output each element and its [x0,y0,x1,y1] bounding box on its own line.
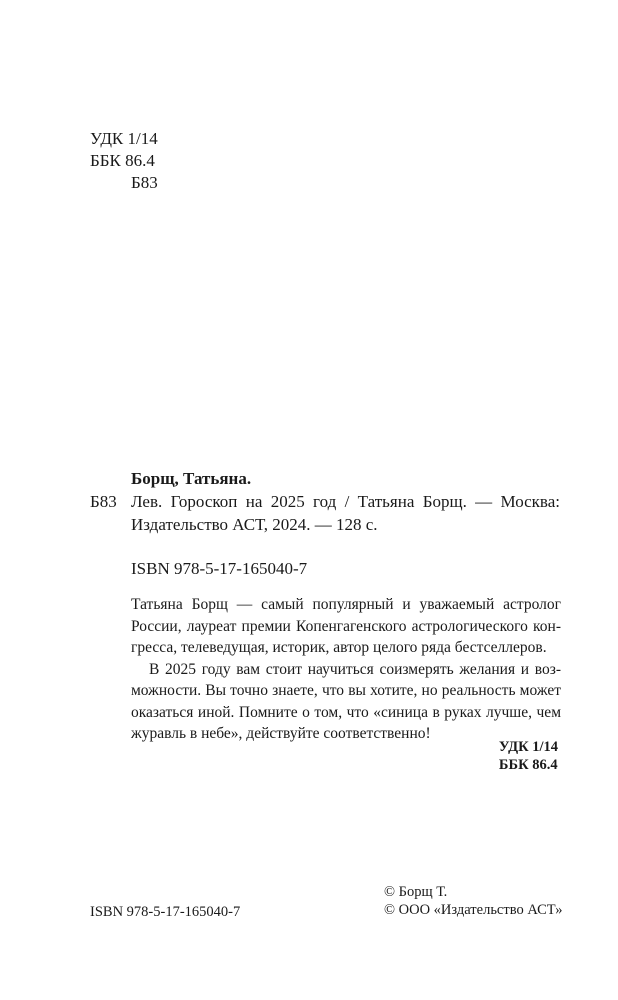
isbn-record: ISBN 978-5-17-165040-7 [131,559,308,578]
copyright-publisher: © ООО «Издательство АСТ» [384,902,563,918]
annotation-line: гресса, телеведущая, историк, автор целого ряда бестселлеров. [131,639,547,656]
record-title-line: Издательство АСТ, 2024. — 128 с. [131,515,378,534]
isbn-footer: ISBN 978-5-17-165040-7 [90,904,241,920]
udk-code: УДК 1/14 [90,129,158,148]
bbk-code: ББК 86.4 [90,151,155,170]
copyright-author: © Борщ Т. [384,884,448,900]
record-body [90,490,560,536]
bbk-code-bottom: ББК 86.4 [498,757,558,773]
bibliographic-record [90,467,560,536]
udk-code-bottom: УДК 1/14 [498,739,558,755]
annotation [131,594,561,745]
annotation-line: журавль в небе», действуйте соответственно! [131,725,431,742]
annotation-line: можности. Вы точно знаете, что вы хотите, но реальность может [131,682,561,699]
author-sign: Б83 [131,173,158,192]
record-title-line: Лев. Гороскоп на 2025 год / Татьяна Борщ. — Москва: [131,492,560,511]
annotation-line: В 2025 году вам стоит научиться соизмерять желания и воз- [149,660,561,678]
annotation-line: России, лауреат премии Копенгагенского астрологического кон- [131,617,561,635]
annotation-line: оказаться иной. Помните о том, что «синица в руках лучше, чем [131,703,561,721]
copyright-block [384,883,562,919]
record-author-sign: Б83 [90,492,117,511]
classification-block-top [90,128,158,194]
annotation-line: Татьяна Борщ — самый популярный и уважаемый астролог [131,596,561,613]
classification-block-bottom [499,738,558,774]
author-heading: Борщ, Татьяна. [131,469,252,488]
